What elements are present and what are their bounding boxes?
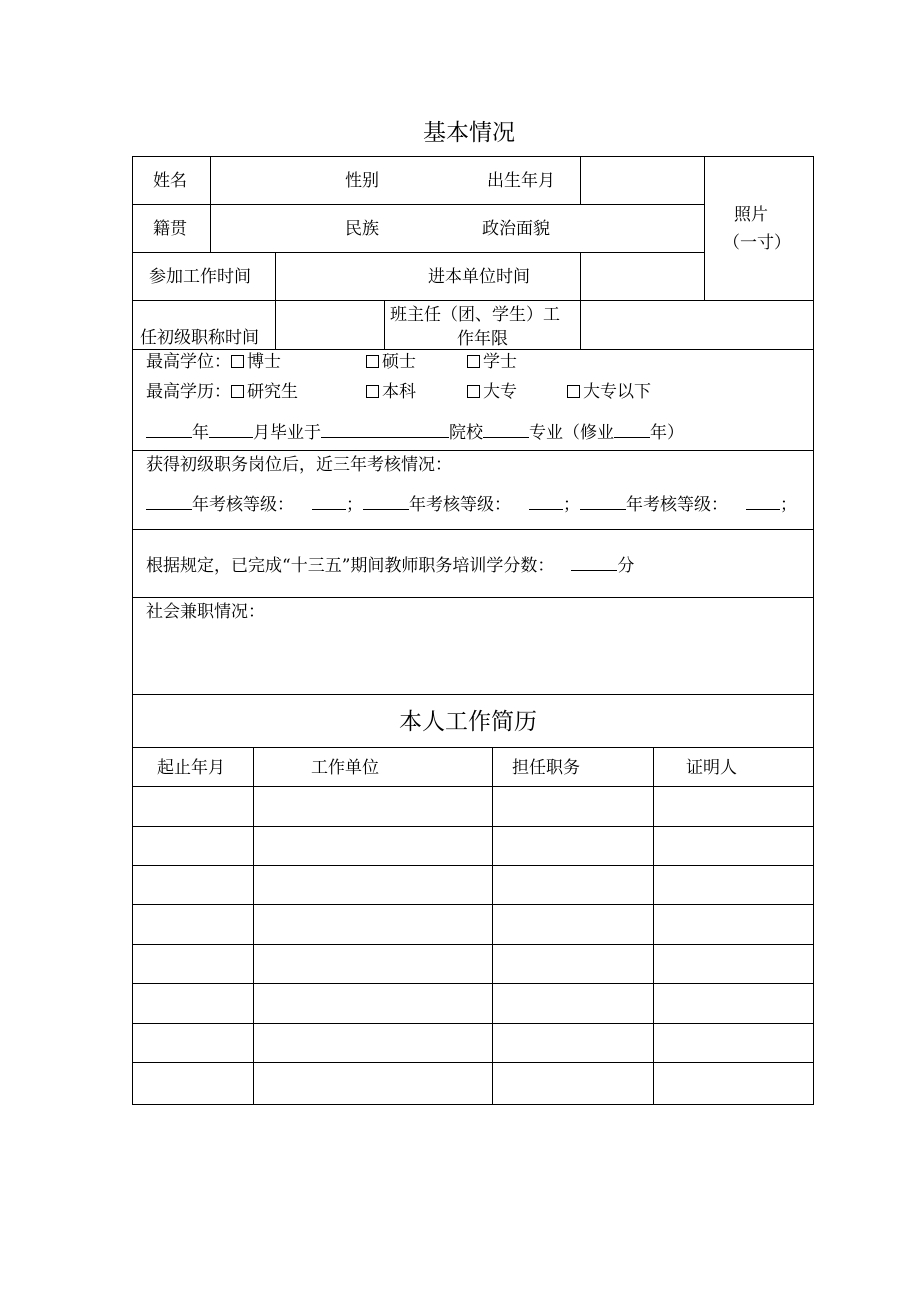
checkbox-postgraduate[interactable] — [231, 385, 244, 398]
history-header-position: 担任职务 — [512, 758, 580, 778]
headteacher-years-label-2: 作年限 — [457, 329, 508, 349]
grad-year-blank[interactable] — [146, 421, 192, 438]
assess-grade-2-blank[interactable] — [529, 493, 563, 510]
table-border-right — [813, 156, 814, 1104]
training-unit: 分 — [617, 556, 635, 576]
study-years-blank[interactable] — [614, 421, 650, 438]
history-header-witness: 证明人 — [686, 758, 737, 778]
row-divider — [132, 1062, 814, 1063]
col-divider — [492, 747, 493, 1104]
political-status-label: 政治面貌 — [482, 219, 550, 239]
separator: ； — [780, 495, 797, 515]
section-title-work-history: 本人工作简历 — [399, 709, 537, 735]
major-label: 专业（修业 — [529, 423, 614, 443]
assess-grade-label: 年考核等级： — [409, 495, 511, 515]
row-divider — [132, 694, 814, 695]
training-text: 根据规定，已完成“十三五”期间教师职务培训学分数： — [146, 556, 555, 576]
headteacher-years-label: 班主任（团、学生）工 — [390, 305, 560, 325]
assess-grade-1-blank[interactable] — [312, 493, 346, 510]
junior-title-label: 任初级职称时间 — [140, 328, 259, 348]
history-header-employer: 工作单位 — [311, 758, 379, 778]
assess-grade-label: 年考核等级： — [626, 495, 728, 515]
row-divider — [132, 865, 814, 866]
checkbox-master[interactable] — [366, 355, 379, 368]
row-divider — [132, 529, 814, 530]
assess-grade-label: 年考核等级： — [192, 495, 294, 515]
photo-size-label: （一寸） — [723, 233, 791, 253]
degree-row — [146, 352, 281, 372]
assess-year-3-blank[interactable] — [580, 493, 626, 510]
row-divider — [132, 983, 814, 984]
birth-label: 出生年月 — [487, 171, 555, 191]
grad-month-label: 月毕业于 — [253, 423, 321, 443]
checkbox-bachelor[interactable] — [467, 355, 480, 368]
row-divider — [132, 204, 705, 205]
row-divider — [132, 786, 814, 787]
col-divider — [275, 252, 276, 349]
table-border-left — [132, 156, 133, 1104]
major-blank[interactable] — [483, 421, 529, 438]
education-option-college — [467, 382, 517, 402]
assess-year-2-blank[interactable] — [363, 493, 409, 510]
school-label: 院校 — [449, 423, 483, 443]
education-option-below-college — [567, 382, 651, 402]
assess-grade-3-blank[interactable] — [746, 493, 780, 510]
education-label: 最高学历： — [146, 382, 231, 402]
study-years-label: 年） — [650, 423, 684, 443]
training-credits-blank[interactable] — [571, 554, 617, 571]
photo-label: 照片 — [734, 205, 768, 225]
grad-year-label: 年 — [192, 423, 209, 443]
col-divider — [384, 300, 385, 349]
row-divider — [132, 252, 705, 253]
row-divider — [132, 450, 814, 451]
social-positions-label: 社会兼职情况： — [146, 602, 265, 622]
option-college: 大专 — [483, 382, 517, 402]
training-row — [146, 554, 634, 576]
table-border-bottom — [132, 1104, 814, 1105]
native-place-label: 籍贯 — [153, 219, 187, 239]
work-start-label: 参加工作时间 — [149, 267, 251, 287]
checkbox-undergrad[interactable] — [366, 385, 379, 398]
row-divider — [132, 944, 814, 945]
history-header-period: 起止年月 — [157, 758, 225, 778]
section-title-basic: 基本情况 — [423, 120, 515, 146]
col-divider — [580, 252, 581, 349]
option-undergrad: 本科 — [382, 382, 416, 402]
degree-option-master — [366, 352, 416, 372]
education-option-undergrad — [366, 382, 416, 402]
separator: ； — [346, 495, 363, 515]
row-divider — [132, 747, 814, 748]
grad-month-blank[interactable] — [209, 421, 253, 438]
col-divider — [653, 747, 654, 1104]
option-bachelor: 学士 — [483, 352, 517, 372]
assessment-heading: 获得初级职务岗位后，近三年考核情况： — [146, 455, 452, 475]
col-divider — [210, 156, 211, 252]
degree-label: 最高学位： — [146, 352, 231, 372]
degree-option-bachelor — [467, 352, 517, 372]
row-divider — [132, 349, 814, 350]
checkbox-college[interactable] — [467, 385, 480, 398]
separator: ； — [563, 495, 580, 515]
ethnic-label: 民族 — [345, 219, 379, 239]
row-divider — [132, 597, 814, 598]
graduation-row — [146, 421, 684, 443]
education-row — [146, 382, 298, 402]
school-blank[interactable] — [321, 421, 449, 438]
option-postgraduate: 研究生 — [247, 382, 298, 402]
row-divider — [132, 300, 814, 301]
row-divider — [132, 826, 814, 827]
option-below-college: 大专以下 — [583, 382, 651, 402]
option-doctor: 博士 — [247, 352, 281, 372]
gender-label: 性别 — [345, 171, 379, 191]
col-divider — [704, 156, 705, 300]
col-divider — [580, 156, 581, 204]
join-unit-label: 进本单位时间 — [428, 267, 530, 287]
checkbox-doctor[interactable] — [231, 355, 244, 368]
checkbox-below-college[interactable] — [567, 385, 580, 398]
option-master: 硕士 — [382, 352, 416, 372]
row-divider — [132, 1023, 814, 1024]
col-divider — [253, 747, 254, 1104]
row-divider — [132, 904, 814, 905]
table-border-top — [132, 156, 814, 157]
assessment-row — [146, 493, 797, 515]
name-label: 姓名 — [153, 171, 187, 191]
assess-year-1-blank[interactable] — [146, 493, 192, 510]
